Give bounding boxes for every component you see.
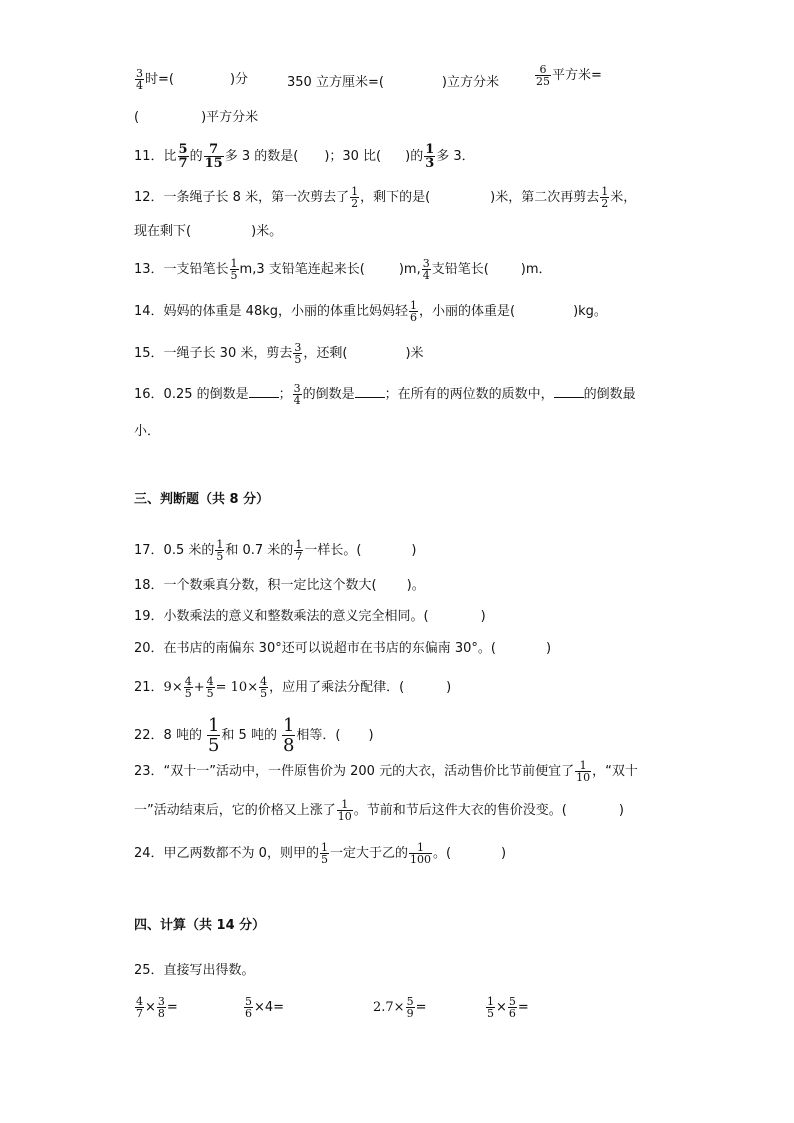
question-text: = [166, 1000, 178, 1015]
question-text: ) [618, 803, 624, 818]
fraction-numerator: 5 [245, 995, 252, 1008]
fraction [508, 996, 517, 1019]
fraction-numerator: 4 [184, 675, 192, 688]
question-text: )。 [406, 578, 425, 593]
fraction-denominator: 4 [136, 79, 143, 92]
fraction [293, 383, 302, 406]
question-19 [134, 608, 486, 626]
fraction-numerator: 1 [575, 760, 591, 772]
question-17 [134, 539, 416, 562]
fraction-denominator: 6 [410, 311, 417, 324]
section-3-title: 三、判断题（共 8 分） [134, 492, 270, 507]
question-12 [134, 186, 636, 209]
question-text: )kg。 [573, 304, 607, 319]
question-12-continued [134, 223, 282, 241]
fraction-numerator: 1 [351, 185, 359, 198]
fraction [157, 996, 166, 1019]
fraction-numerator: 1 [295, 538, 303, 551]
question-text: 22．8 吨的 [134, 728, 202, 743]
fraction-denominator: 5 [294, 353, 302, 366]
question-text: 多 3． [436, 149, 475, 164]
fraction [204, 143, 224, 170]
question-text: 12．一条绳子长 8 米，第一次剪去了 [134, 190, 350, 205]
fraction-denominator: 3 [425, 156, 435, 171]
question-text: ) [545, 641, 552, 656]
fraction [409, 842, 432, 865]
question-text: 13．一支铅笔长 [134, 262, 229, 277]
fraction-numerator: 4 [260, 675, 268, 688]
fraction [486, 996, 495, 1019]
fraction-denominator: 5 [487, 1007, 494, 1020]
question-text: = 10× [215, 680, 259, 695]
fraction [294, 539, 303, 562]
question-text: ( [134, 110, 140, 125]
question-text: ×4= [254, 1000, 285, 1015]
fraction-denominator: 7 [178, 156, 188, 171]
fraction-numerator: 3 [136, 67, 143, 80]
fraction-denominator: 2 [601, 197, 609, 210]
question-text: )米 [405, 346, 424, 361]
question-text: 15．一绳子长 30 米，剪去 [134, 346, 293, 361]
fraction [135, 68, 144, 91]
question-text: 350 立方厘米=( [287, 75, 384, 90]
fraction-numerator: 7 [204, 143, 224, 157]
section-4-title: 四、计算（共 14 分） [134, 918, 266, 933]
question-text: 米， [610, 190, 637, 205]
fraction-denominator: 5 [184, 687, 192, 700]
question-16-continued [134, 423, 160, 441]
question-18 [134, 577, 425, 595]
fraction-numerator: 4 [136, 995, 143, 1008]
fraction [215, 539, 224, 562]
question-text: 14．妈妈的体重是 48kg，小丽的体重比妈妈轻 [134, 304, 408, 319]
fraction-denominator: 4 [422, 269, 430, 282]
question-text: ) [411, 543, 417, 558]
question-text: ，应用了乘法分配律．( [269, 680, 405, 695]
question-text: ； [278, 387, 292, 402]
fraction [244, 996, 253, 1019]
question-text: ；在所有的两位数的质数中， [384, 387, 554, 402]
fraction [320, 842, 329, 865]
question-text: × [496, 1000, 507, 1015]
answer-blank [249, 385, 279, 398]
question-text: 9× [163, 680, 183, 695]
question-10-part-d [134, 109, 258, 127]
fraction [406, 996, 415, 1019]
fraction [135, 996, 144, 1019]
question-text: 一定大于乙的 [329, 846, 408, 861]
fraction-denominator: 5 [216, 550, 224, 563]
fraction [207, 716, 220, 755]
fraction-numerator: 1 [337, 799, 353, 811]
fraction-denominator: 100 [409, 853, 431, 866]
question-text: ) [368, 728, 374, 743]
question-text: 的 [189, 149, 203, 164]
fraction [259, 676, 268, 699]
question-text: 18．一个数乘真分数，积一定比这个数大( [134, 578, 377, 593]
fraction-numerator: 1 [216, 538, 224, 551]
fraction-denominator: 2 [351, 197, 359, 210]
question-text: 21． [134, 680, 164, 695]
question-text: 17．0.5 米的 [134, 543, 215, 558]
question-text: )m． [520, 262, 552, 277]
question-text: 16．0.25 的倒数是 [134, 387, 249, 402]
question-text: m,3 支铅笔连起来长( [239, 262, 365, 277]
fraction [422, 258, 431, 281]
fraction-numerator: 1 [282, 715, 295, 736]
question-text: 2.7× [373, 1000, 405, 1015]
question-text: ，还剩( [303, 346, 348, 361]
question-22 [134, 716, 374, 755]
question-24 [134, 842, 506, 865]
question-text: 平方米= [552, 68, 602, 83]
fraction [350, 186, 359, 209]
fraction-denominator: 7 [136, 1007, 143, 1020]
question-text: ，“双十 [592, 764, 638, 779]
fraction [184, 676, 193, 699]
fraction-denominator: 5 [260, 687, 268, 700]
question-14 [134, 300, 607, 323]
question-text: )的 [405, 149, 424, 164]
question-text: 的倒数最 [583, 387, 636, 402]
question-text: ) [446, 680, 452, 695]
fraction-numerator: 5 [406, 995, 414, 1008]
fraction-numerator: 1 [410, 299, 417, 312]
fraction-numerator: 3 [294, 341, 302, 354]
answer-blank [554, 385, 584, 398]
question-text: )平方分米 [201, 110, 259, 125]
question-text: ，剩下的是( [360, 190, 431, 205]
calc-item-2 [243, 996, 284, 1019]
question-text: )米，第二次再剪去 [490, 190, 600, 205]
question-text: = [415, 1000, 427, 1015]
question-text: 。( [432, 846, 452, 861]
question-13 [134, 258, 552, 281]
fraction [282, 716, 295, 755]
question-text: 时=( [145, 72, 174, 87]
fraction-denominator: 5 [320, 853, 328, 866]
fraction [293, 342, 302, 365]
fraction [230, 258, 239, 281]
question-text: )立方分米 [441, 75, 499, 90]
fraction-denominator: 6 [508, 1007, 516, 1020]
question-text: )；30 比( [324, 149, 382, 164]
question-text: × [145, 1000, 156, 1015]
fraction-denominator: 5 [207, 735, 220, 756]
question-10-part-c [534, 64, 602, 87]
fraction-numerator: 3 [293, 382, 301, 395]
question-text: ) [480, 609, 486, 624]
fraction [575, 760, 591, 783]
calc-item-3 [373, 996, 426, 1019]
fraction-denominator: 5 [230, 269, 238, 282]
fraction-numerator: 5 [178, 142, 188, 157]
fraction-numerator: 3 [422, 257, 430, 270]
fraction [206, 676, 215, 699]
question-16 [134, 383, 636, 406]
fraction-numerator: 1 [425, 142, 435, 157]
fraction [600, 186, 609, 209]
fraction-denominator: 6 [245, 1007, 252, 1020]
fraction-numerator: 1 [487, 995, 494, 1008]
question-text: 。节前和节后这件大衣的售价没变。( [353, 803, 567, 818]
question-text: )米。 [251, 224, 283, 239]
fraction-numerator: 5 [508, 995, 516, 1008]
question-text: 小． [134, 424, 161, 439]
calc-item-4 [485, 996, 529, 1019]
question-text: 24．甲乙两数都不为 0，则甲的 [134, 846, 319, 861]
question-text: 20．在书店的南偏东 30°还可以说超市在书店的东偏南 30°。( [134, 641, 496, 656]
fraction-numerator: 1 [601, 185, 609, 198]
fraction [337, 799, 353, 822]
fraction-denominator: 10 [576, 771, 591, 784]
question-11 [134, 143, 475, 170]
question-text: )分 [229, 72, 249, 87]
fraction-numerator: 1 [230, 257, 238, 270]
fraction [178, 143, 189, 170]
question-10-part-a [134, 68, 248, 91]
question-23 [134, 760, 638, 783]
fraction-denominator: 8 [157, 1007, 165, 1020]
question-text: 一样长。( [304, 543, 362, 558]
question-text: 相等．( [296, 728, 341, 743]
fraction-denominator: 10 [337, 810, 352, 823]
question-text: 支铅笔长( [431, 262, 489, 277]
fraction [424, 143, 435, 170]
answer-blank [355, 385, 385, 398]
question-15 [134, 342, 424, 365]
question-text: 的倒数是 [302, 387, 355, 402]
fraction-denominator: 4 [293, 394, 301, 407]
question-text: 和 5 吨的 [221, 728, 277, 743]
question-text: 现在剩下( [134, 224, 192, 239]
fraction-denominator: 5 [206, 687, 214, 700]
fraction-numerator: 4 [206, 675, 214, 688]
question-text: 23．“双十一”活动中，一件原售价为 200 元的大衣，活动售价比节前便宜了 [134, 764, 575, 779]
question-text: 11．比 [134, 149, 177, 164]
question-10-part-b [287, 74, 499, 92]
question-text: )m, [398, 262, 421, 277]
fraction-numerator: 1 [409, 842, 432, 854]
fraction-denominator: 9 [406, 1007, 414, 1020]
fraction-denominator: 7 [295, 550, 303, 563]
question-text: 19．小数乘法的意义和整数乘法的意义完全相同。( [134, 609, 429, 624]
question-20 [134, 640, 551, 658]
fraction-numerator: 3 [157, 995, 165, 1008]
fraction-numerator: 1 [207, 715, 220, 736]
fraction [409, 300, 418, 323]
question-text: 多 3 的数是( [224, 149, 299, 164]
question-23-continued [134, 799, 624, 822]
fraction-numerator: 6 [535, 64, 551, 76]
calc-item-1 [134, 996, 178, 1019]
fraction-numerator: 1 [320, 841, 328, 854]
question-text: ) [501, 846, 507, 861]
question-text: ，小丽的体重是( [419, 304, 516, 319]
question-25: 25．直接写出得数。 [134, 963, 255, 978]
question-text: 和 0.7 米的 [225, 543, 294, 558]
fraction-denominator: 15 [204, 156, 223, 171]
question-text: = [517, 1000, 529, 1015]
fraction-denominator: 25 [536, 75, 550, 88]
question-text: 一”活动结束后，它的价格又上涨了 [134, 803, 336, 818]
question-text: + [193, 680, 205, 695]
fraction [535, 64, 551, 87]
question-21 [134, 676, 451, 699]
fraction-denominator: 8 [282, 735, 295, 756]
